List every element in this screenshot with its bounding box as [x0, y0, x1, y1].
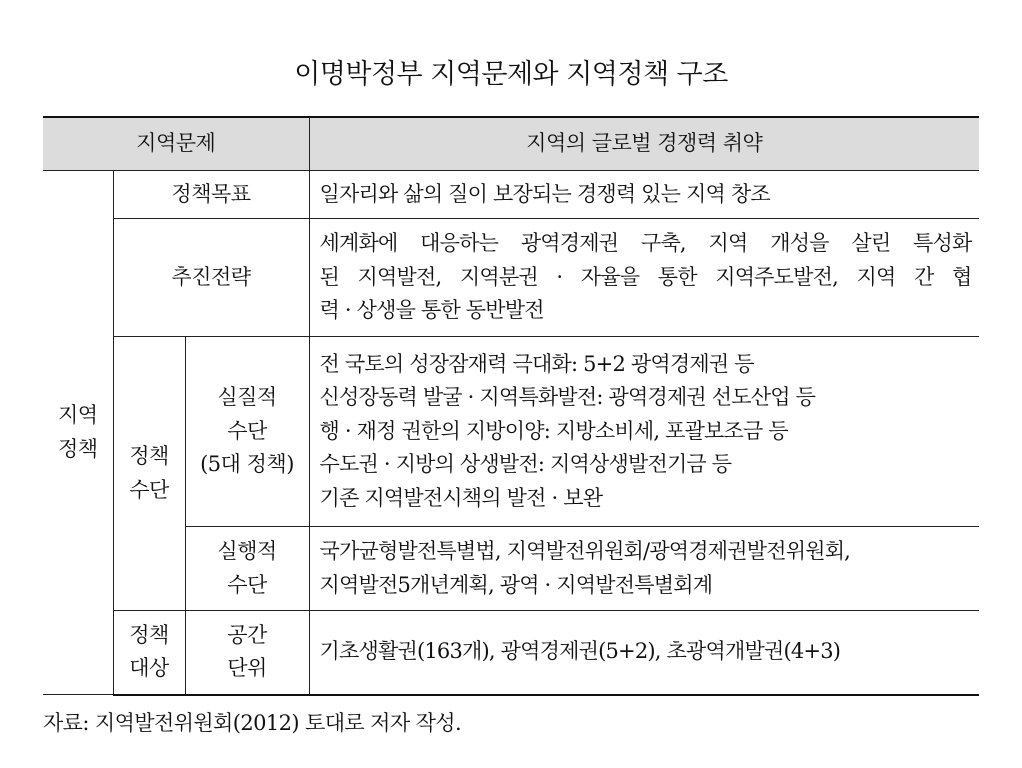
spatial-unit-label: 공간 단위 — [185, 611, 309, 695]
table-header-row — [43, 117, 979, 171]
substantive-means-row — [43, 337, 979, 527]
problem-header-value: 지역의 글로벌 경쟁력 취약 — [309, 117, 979, 171]
substantive-means-label: 실질적 수단 (5대 정책) — [185, 337, 309, 527]
goal-text: 일자리와 삶의 질이 보장되는 경쟁력 있는 지역 창조 — [309, 171, 979, 219]
policy-structure-table — [43, 116, 979, 696]
substantive-means-text: 전 국토의 성장잠재력 극대화: 5+2 광역경제권 등 신성장동력 발굴 · 지역특화발전: 광역경제권 선도산업 등 행 · 재정 권한의 지방이양: 지방소비세, 포괄보조금 등 수도권 · 지방의 상생발전: 지역상생발전기금 등 기존 지역발전시책의 발전 · 보완 — [309, 337, 979, 527]
executive-means-label: 실행적 수단 — [185, 527, 309, 611]
target-row — [43, 611, 979, 695]
problem-header-label: 지역문제 — [43, 117, 309, 171]
strategy-text: 세계화에 대응하는 광역경제권 구축, 지역 개성을 살린 특성화 된 지역발전, 지역분권 · 자율을 통한 지역주도발전, 지역 간 협 력 · 상생을 통한 동반발전 — [309, 219, 979, 337]
page-title: 이명박정부 지역문제와 지역정책 구조 — [294, 59, 728, 90]
source-note: 자료: 지역발전위원회(2012) 토대로 저자 작성. — [43, 711, 462, 735]
target-label: 정책 대상 — [113, 611, 185, 695]
strategy-row — [43, 219, 979, 337]
target-text: 기초생활권(163개), 광역경제권(5+2), 초광역개발권(4+3) — [309, 611, 979, 695]
goal-label: 정책목표 — [113, 171, 309, 219]
policy-group-label: 지역 정책 — [43, 171, 113, 695]
strategy-label: 추진전략 — [113, 219, 309, 337]
goal-row — [43, 171, 979, 219]
executive-means-text: 국가균형발전특별법, 지역발전위원회/광역경제권발전위원회, 지역발전5개년계획, 광역 · 지역발전특별회계 — [309, 527, 979, 611]
means-label: 정책 수단 — [113, 337, 185, 611]
